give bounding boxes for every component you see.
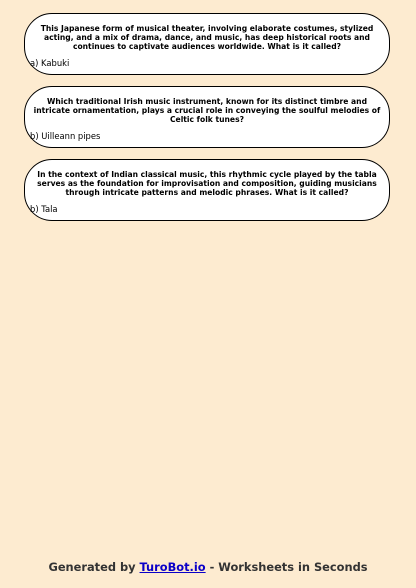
answer-text: b) Tala	[30, 204, 58, 214]
footer	[0, 560, 416, 574]
turobot-link[interactable]: TuroBot.io	[139, 560, 206, 574]
answer-text: a) Kabuki	[30, 58, 70, 68]
question-card-1	[24, 13, 390, 75]
question-card-2	[24, 86, 390, 148]
answer-text: b) Uilleann pipes	[30, 131, 101, 141]
footer-prefix: Generated by	[48, 560, 140, 574]
question-card-3	[24, 159, 390, 221]
question-text: In the context of Indian classical music, this rhythmic cycle played by the tabla serves as the foundation for improvisation and composition, guiding musicians through intricate patterns and melodic phrases. What is it called?	[37, 170, 377, 197]
question-text: This Japanese form of musical theater, involving elaborate costumes, stylized acting, and a mix of drama, dance, and music, has deep historical roots and continues to captivate audiences worldwide. What is it called?	[40, 24, 374, 51]
question-text: Which traditional Irish music instrument, known for its distinct timbre and intricate ornamentation, plays a crucial role in conveying the soulful melodies of Celtic folk tunes?	[33, 97, 381, 124]
footer-suffix: - Worksheets in Seconds	[205, 560, 368, 574]
